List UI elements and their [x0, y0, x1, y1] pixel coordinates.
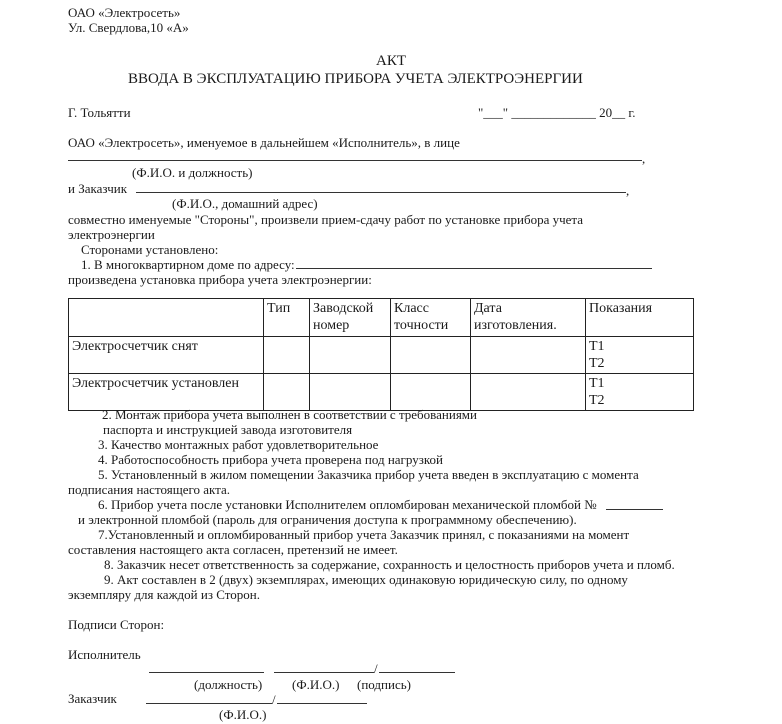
row-label: Электросчетчик установлен — [69, 374, 264, 411]
table-header: Дата изготовления. — [471, 299, 586, 337]
item-6a: 6. Прибор учета после установки Исполнителем опломбирован механической пломбой № — [98, 497, 597, 512]
readings-cell[interactable] — [586, 374, 694, 411]
item-9a: 9. Акт составлен в 2 (двух) экземплярах, имеющих одинаковую юридическую силу, по одному — [104, 572, 628, 587]
signature-hint: (подпись) — [357, 677, 411, 692]
item-7b: составления настоящего акта согласен, претензий не имеет. — [68, 542, 398, 557]
customer-fio-field[interactable] — [146, 703, 272, 704]
reading-t2: Т2 — [589, 393, 605, 408]
doc-title-1: АКТ — [376, 53, 406, 69]
executor-signature-field[interactable] — [379, 672, 455, 673]
row-label: Электросчетчик снят — [69, 337, 264, 374]
comma: , — [626, 183, 630, 198]
customer-label: и Заказчик — [68, 181, 128, 196]
city: Г. Тольятти — [68, 105, 131, 120]
table-row — [69, 337, 694, 374]
class-cell[interactable] — [391, 337, 471, 374]
table-header: Тип — [264, 299, 310, 337]
item-8: 8. Заказчик несет ответственность за содержание, сохранность и целостность приборов учета и пломб. — [104, 557, 675, 572]
date-cell[interactable] — [471, 374, 586, 411]
fio-hint: (Ф.И.О.) — [292, 677, 340, 692]
doc-title-2: ВВОДА В ЭКСПЛУАТАЦИЮ ПРИБОРА УЧЕТА ЭЛЕКТРОЭНЕРГИИ — [128, 71, 583, 87]
item-3: 3. Качество монтажных работ удовлетворительное — [98, 437, 379, 452]
address-field[interactable] — [296, 268, 652, 269]
executor-fio-field[interactable] — [274, 672, 374, 673]
meter-table — [68, 298, 694, 411]
executor-hint: (Ф.И.О. и должность) — [132, 165, 253, 180]
class-cell[interactable] — [391, 374, 471, 411]
item-1: 1. В многоквартирном доме по адресу: — [81, 257, 295, 272]
executor-position-field[interactable] — [149, 672, 264, 673]
date-field[interactable]: "___" _____________ 20__ г. — [478, 105, 636, 120]
executor-signature-label: Исполнитель — [68, 647, 141, 662]
item-5a: 5. Установленный в жилом помещении Заказчика прибор учета введен в эксплуатацию с момента — [98, 467, 639, 482]
customer-name-field[interactable] — [136, 192, 626, 193]
table-header-row — [69, 299, 694, 337]
executor-line: ОАО «Электросеть», именуемое в дальнейшем «Исполнитель», в лице — [68, 135, 460, 150]
customer-signature-field[interactable] — [277, 703, 367, 704]
slash: / — [374, 661, 378, 676]
table-header: Показания — [586, 299, 694, 337]
serial-cell[interactable] — [310, 374, 391, 411]
installed-line: произведена установка прибора учета электроэнергии: — [68, 272, 372, 287]
type-cell[interactable] — [264, 374, 310, 411]
reading-t1: Т1 — [589, 376, 605, 391]
slash: / — [272, 692, 276, 707]
executor-name-field[interactable] — [68, 160, 642, 161]
customer-signature-label: Заказчик — [68, 691, 117, 706]
item-4: 4. Работоспособность прибора учета проверена под нагрузкой — [98, 452, 443, 467]
readings-cell[interactable] — [586, 337, 694, 374]
parties-line-1: совместно именуемые "Стороны", произвели прием-сдачу работ по установке прибора учета — [68, 212, 584, 227]
seal-number-field[interactable] — [606, 509, 663, 510]
reading-t2: Т2 — [589, 356, 605, 371]
type-cell[interactable] — [264, 337, 310, 374]
company-name: ОАО «Электросеть» — [68, 5, 181, 20]
company-address: Ул. Свердлова,10 «А» — [68, 20, 189, 35]
reading-t1: Т1 — [589, 339, 605, 354]
parties-line-2: электроэнергии — [68, 227, 155, 242]
item-2a: 2. Монтаж прибора учета выполнен в соответствии с требованиями — [102, 407, 477, 422]
customer-fio-hint: (Ф.И.О.) — [219, 707, 267, 722]
position-hint: (должность) — [194, 677, 263, 692]
item-5b: подписания настоящего акта. — [68, 482, 231, 497]
established: Сторонами установлено: — [81, 242, 219, 257]
item-9b: экземпляру для каждой из Сторон. — [68, 587, 260, 602]
table-header: Заводской номер — [310, 299, 391, 337]
customer-hint: (Ф.И.О., домашний адрес) — [172, 196, 318, 211]
item-2b: паспорта и инструкцией завода изготовителя — [103, 422, 353, 437]
table-header: Класс точности — [391, 299, 471, 337]
serial-cell[interactable] — [310, 337, 391, 374]
item-7a: 7.Установленный и опломбированный прибор учета Заказчик принял, с показаниями на момент — [98, 527, 630, 542]
comma: , — [642, 151, 646, 166]
table-row — [69, 374, 694, 411]
table-header — [69, 299, 264, 337]
signatures-heading: Подписи Сторон: — [68, 617, 165, 632]
item-6b: и электронной пломбой (пароль для ограничения доступа к программному обеспечению). — [78, 512, 577, 527]
date-cell[interactable] — [471, 337, 586, 374]
